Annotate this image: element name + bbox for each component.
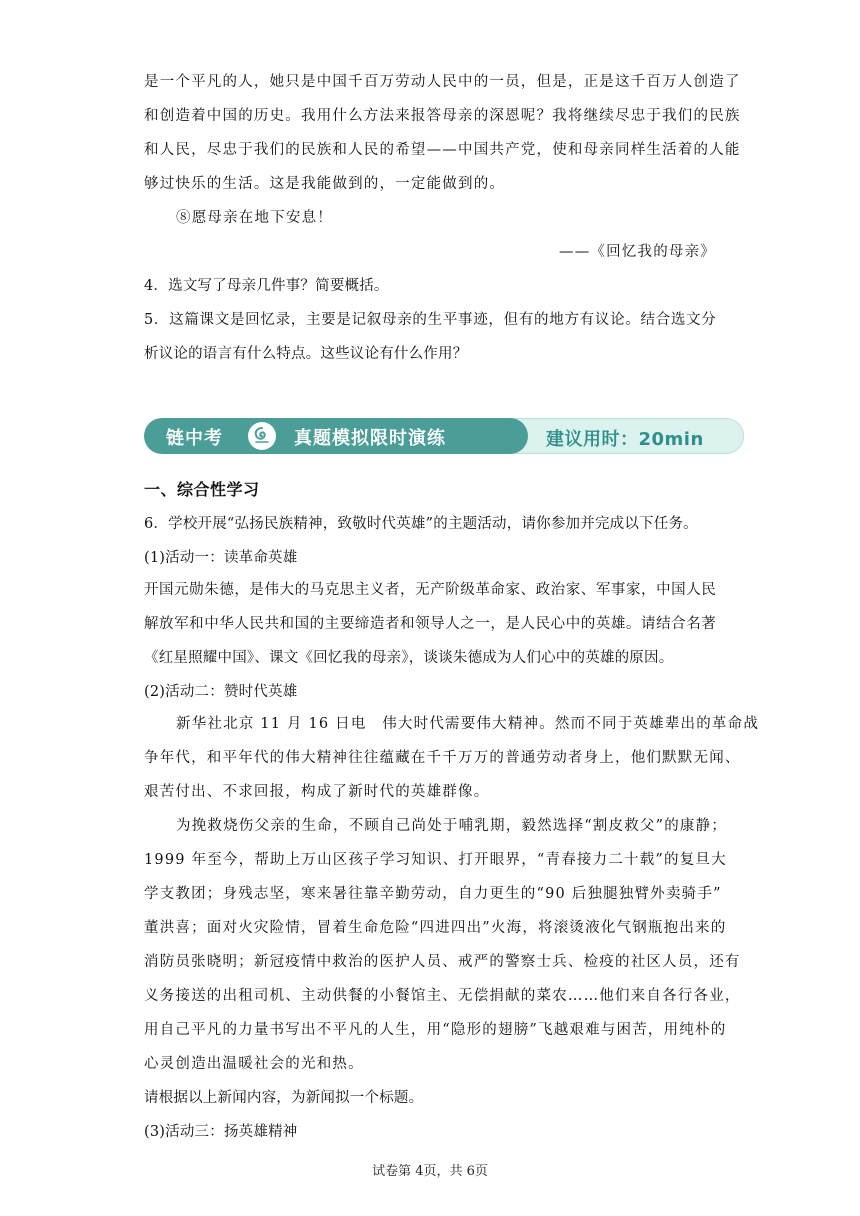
news-line: 董洪喜；面对火灾险情，冒着生命危险“四进四出”火海，将滚烫液化气钢瓶抱出来的 <box>144 920 727 936</box>
news-line: 1999 年至今，帮助上万山区孩子学习知识、打开眼界，“青春接力二十载”的复旦大 <box>144 852 727 868</box>
passage-line: 够过快乐的生活。这是我能做到的，一定能做到的。 <box>144 176 506 192</box>
spiral-logo-icon <box>248 422 276 450</box>
section-title: 一、综合性学习 <box>144 480 260 499</box>
question-5-line: 5．这篇课文是回忆录，主要是记叙母亲的生平事迹，但有的地方有议论。结合选文分 <box>144 312 716 328</box>
news-line: 新华社北京 11 月 16 日电 伟大时代需要伟大精神。然而不同于英雄辈出的革命战 <box>176 716 760 732</box>
activity-1-title: (1)活动一：读革命英雄 <box>144 550 298 566</box>
question-4: 4．选文写了母亲几件事？简要概括。 <box>144 278 389 294</box>
passage-source: ——《回忆我的母亲》 <box>559 244 716 260</box>
news-line: 艰苦付出、不求回报，构成了新时代的英雄群像。 <box>144 784 490 800</box>
passage-line: 和创造着中国的历史。我用什么方法来报答母亲的深恩呢？我将继续尽忠于我们的民族 <box>144 108 741 124</box>
activity-2-title: (2)活动二：赞时代英雄 <box>144 684 298 700</box>
banner-center-label: 真题模拟限时演练 <box>294 428 446 449</box>
news-line: 学支教团；身残志坚，寒来暑往靠辛勤劳动，自力更生的“90 后独腿独臂外卖骑手” <box>144 886 722 902</box>
news-line: 为挽救烧伤父亲的生命，不顾自己尚处于哺乳期，毅然选择“割皮救父”的康静； <box>176 818 728 834</box>
activity-1-line: 《红星照耀中国》、课文《回忆我的母亲》，谈谈朱德成为人们心中的英雄的原因。 <box>144 650 674 666</box>
news-line: 用自己平凡的力量书写出不平凡的人生，用“隐形的翅膀”飞越艰难与困苦，用纯朴的 <box>144 1022 727 1038</box>
news-line: 心灵创造出温暖社会的光和热。 <box>144 1056 364 1072</box>
activity-3-title: (3)活动三：扬英雄精神 <box>144 1124 298 1140</box>
question-5-line: 析议论的语言有什么特点。这些议论有什么作用？ <box>144 346 468 362</box>
activity-1-line: 开国元勋朱德，是伟大的马克思主义者，无产阶级革命家、政治家、军事家，中国人民 <box>144 582 716 598</box>
banner-left-label: 链中考 <box>166 428 223 449</box>
news-line: 争年代，和平年代的伟大精神往往蕴藏在千千万万的普通劳动者身上，他们默默无闻、 <box>144 750 741 766</box>
banner-time-label: 建议用时：20min <box>546 429 704 450</box>
news-line: 消防员张晓明；新冠疫情中救治的医护人员、戒严的警察士兵、检疫的社区人员，还有 <box>144 954 741 970</box>
passage-line: 是一个平凡的人，她只是中国千百万劳动人民中的一员，但是，正是这千百万人创造了 <box>144 74 741 90</box>
page-footer: 试卷第 4页，共 6页 <box>372 1164 488 1179</box>
question-6: 6．学校开展“弘扬民族精神，致敬时代英雄”的主题活动，请你参加并完成以下任务。 <box>144 516 698 532</box>
activity-1-line: 解放军和中华人民共和国的主要缔造者和领导人之一，是人民心中的英雄。请结合名著 <box>144 616 716 632</box>
section-banner <box>144 418 744 454</box>
news-line: 义务接送的出租司机、主动供餐的小餐馆主、无偿捐献的菜农……他们来自各行各业， <box>144 988 741 1004</box>
passage-line: 和人民，尽忠于我们的民族和人民的希望——中国共产党，使和母亲同样生活着的人能 <box>144 142 741 158</box>
passage-para-8: ⑧愿母亲在地下安息！ <box>176 210 333 226</box>
activity-2-question: 请根据以上新闻内容，为新闻拟一个标题。 <box>144 1090 424 1106</box>
